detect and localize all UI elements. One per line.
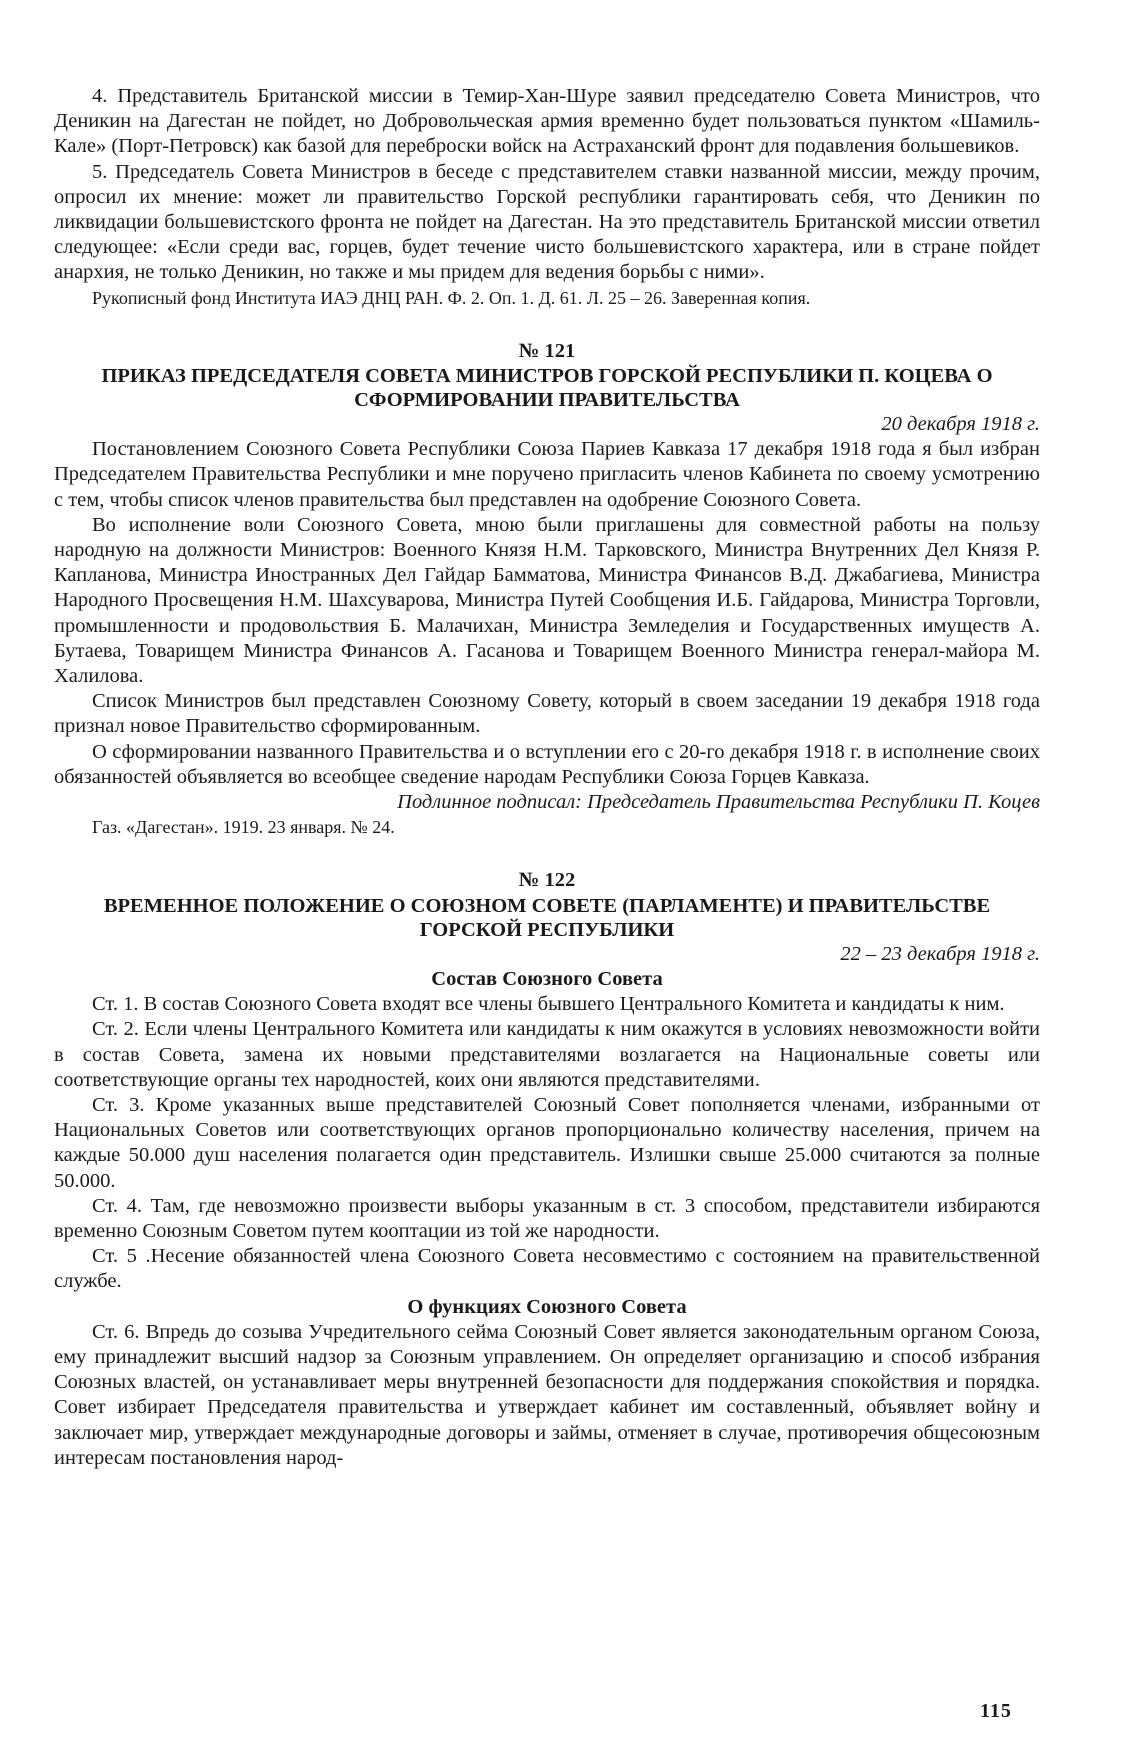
document-date: 22 – 23 декабря 1918 г. (840, 942, 1040, 965)
document-date: 20 декабря 1918 г. (881, 413, 1040, 436)
page-number: 115 (980, 1700, 1012, 1722)
section-heading: О функциях Союзного Совета (407, 1295, 687, 1318)
article: Ст. 1. В состав Союзного Совета входят все члены бывшего Центрального Комитета и кандидаты к ним. (92, 993, 1005, 1016)
article: Ст. 6. Впредь до созыва Учредительного сейма Союзный Совет является законодательным органом Союза, ему принадлежит высший надзор за Союзным управлением. Он определяет организацию и способ избрания Союзных властей, он устанавливает меры внутренней безопасности для поддержания спокойствия и порядка. Совет избирает Председателя правительства и утверждает кабинет им составленный, объявляет войну и заключает мир, утверждает международные договоры и займы, отменяет в случае, противоречия общесоюзным интересам постановления народ- (54, 1320, 1040, 1469)
article: Ст. 4. Там, где невозможно произвести выборы указанным в ст. 3 способом, представители избираются временно Союзным Советом путем кооптации из той же народности. (54, 1194, 1040, 1242)
paragraph: 4. Представитель Британской миссии в Темир-Хан-Шуре заявил председателю Совета Министров, что Деникин на Дагестан не пойдет, но Добровольческая армия временно будет пользоваться пунктом «Шамиль-Кале» (Порт-Петровск) как базой для переброски войск на Астраханский фронт для подавления большевиков. (54, 85, 1040, 158)
paragraph: О сформировании названного Правительства и о вступлении его с 20-го декабря 1918 г. в исполнение своих обязанностей объявляется во всеобщее сведение народам Республики Союза Горцев Кавказа. (54, 740, 1040, 788)
paragraph: 5. Председатель Совета Министров в беседе с представителем ставки названной миссии, между прочим, опросил их мнение: может ли правительство Горской республики гарантировать себя, что Деникин по ликвидации большевистского фронта не пойдет на Дагестан. На это представитель Британской миссии ответил следующее: «Если среди вас, горцев, будет течение чисто большевистского характера, или в стране пойдет анархия, не только Деникин, но также и мы придем для ведения борьбы с ними». (54, 160, 1040, 284)
section-heading: Состав Союзного Совета (431, 967, 663, 990)
source-note: Газ. «Дагестан». 1919. 23 января. № 24. (92, 817, 395, 838)
source-note: Рукописный фонд Института ИАЭ ДНЦ РАН. Ф. 2. Оп. 1. Д. 61. Л. 25 – 26. Заверенная копия. (92, 287, 811, 308)
paragraph: Во исполнение воли Союзного Совета, мною были приглашены для совместной работы на пользу народную на должности Министров: Военного Князя Н.М. Тарковского, Министра Внутренних Дел Князя Р. Капланова, Министра Иностранных Дел Гайдар Бамматова, Министра Финансов В.Д. Джабагиева, Министра Народного Просвещения Н.М. Шахсуварова, Министра Путей Сообщения И.Б. Гайдарова, Министра Торговли, промышленности и продовольствия Б. Малачихан, Министра Земледелия и Государственных имуществ А. Бутаева, Товарищем Министра Финансов А. Гасанова и Товарищем Военного Министра генерал-майора М. Халилова. (54, 513, 1040, 688)
document-number: № 122 (518, 869, 576, 892)
signature: Подлинное подписал: Председатель Правительства Республики П. Коцев (397, 791, 1040, 814)
document-number: № 121 (518, 339, 576, 362)
document-page (54, 84, 1040, 1471)
paragraph: Постановлением Союзного Совета Республики Союза Париев Кавказа 17 декабря 1918 года я был избран Председателем Правительства Республики и мне поручено пригласить членов Кабинета по своему усмотрению с тем, чтобы список членов правительства был представлен на одобрение Союзного Совета. (54, 438, 1040, 511)
article: Ст. 5 .Несение обязанностей члена Союзного Совета несовместимо с состоянием на правительственной службе. (54, 1245, 1040, 1293)
article: Ст. 2. Если члены Центрального Комитета или кандидаты к ним окажутся в условиях невозможности войти в состав Совета, замена их новыми представителями возлагается на Национальные советы или соответствующие органы тех народностей, коих они являются представителями. (54, 1018, 1040, 1091)
document-title: ПРИКАЗ ПРЕДСЕДАТЕЛЯ СОВЕТА МИНИСТРОВ ГОРСКОЙ РЕСПУБЛИКИ П. КОЦЕВА О СФОРМИРОВАНИИ ПРАВИТЕЛЬСТВА (101, 365, 993, 412)
document-title: ВРЕМЕННОЕ ПОЛОЖЕНИЕ О СОЮЗНОМ СОВЕТЕ (ПАРЛАМЕНТЕ) И ПРАВИТЕЛЬСТВЕ ГОРСКОЙ РЕСПУБЛИКИ (103, 894, 991, 941)
article: Ст. 3. Кроме указанных выше представителей Союзный Совет пополняется членами, избранными от Национальных Советов или соответствующих органов пропорционально количеству населения, причем на каждые 50.000 душ населения полагается один представитель. Излишки свыше 25.000 считаются за полные 50.000. (54, 1093, 1040, 1192)
paragraph: Список Министров был представлен Союзному Совету, который в своем заседании 19 декабря 1918 года признал новое Правительство сформированным. (54, 690, 1040, 738)
